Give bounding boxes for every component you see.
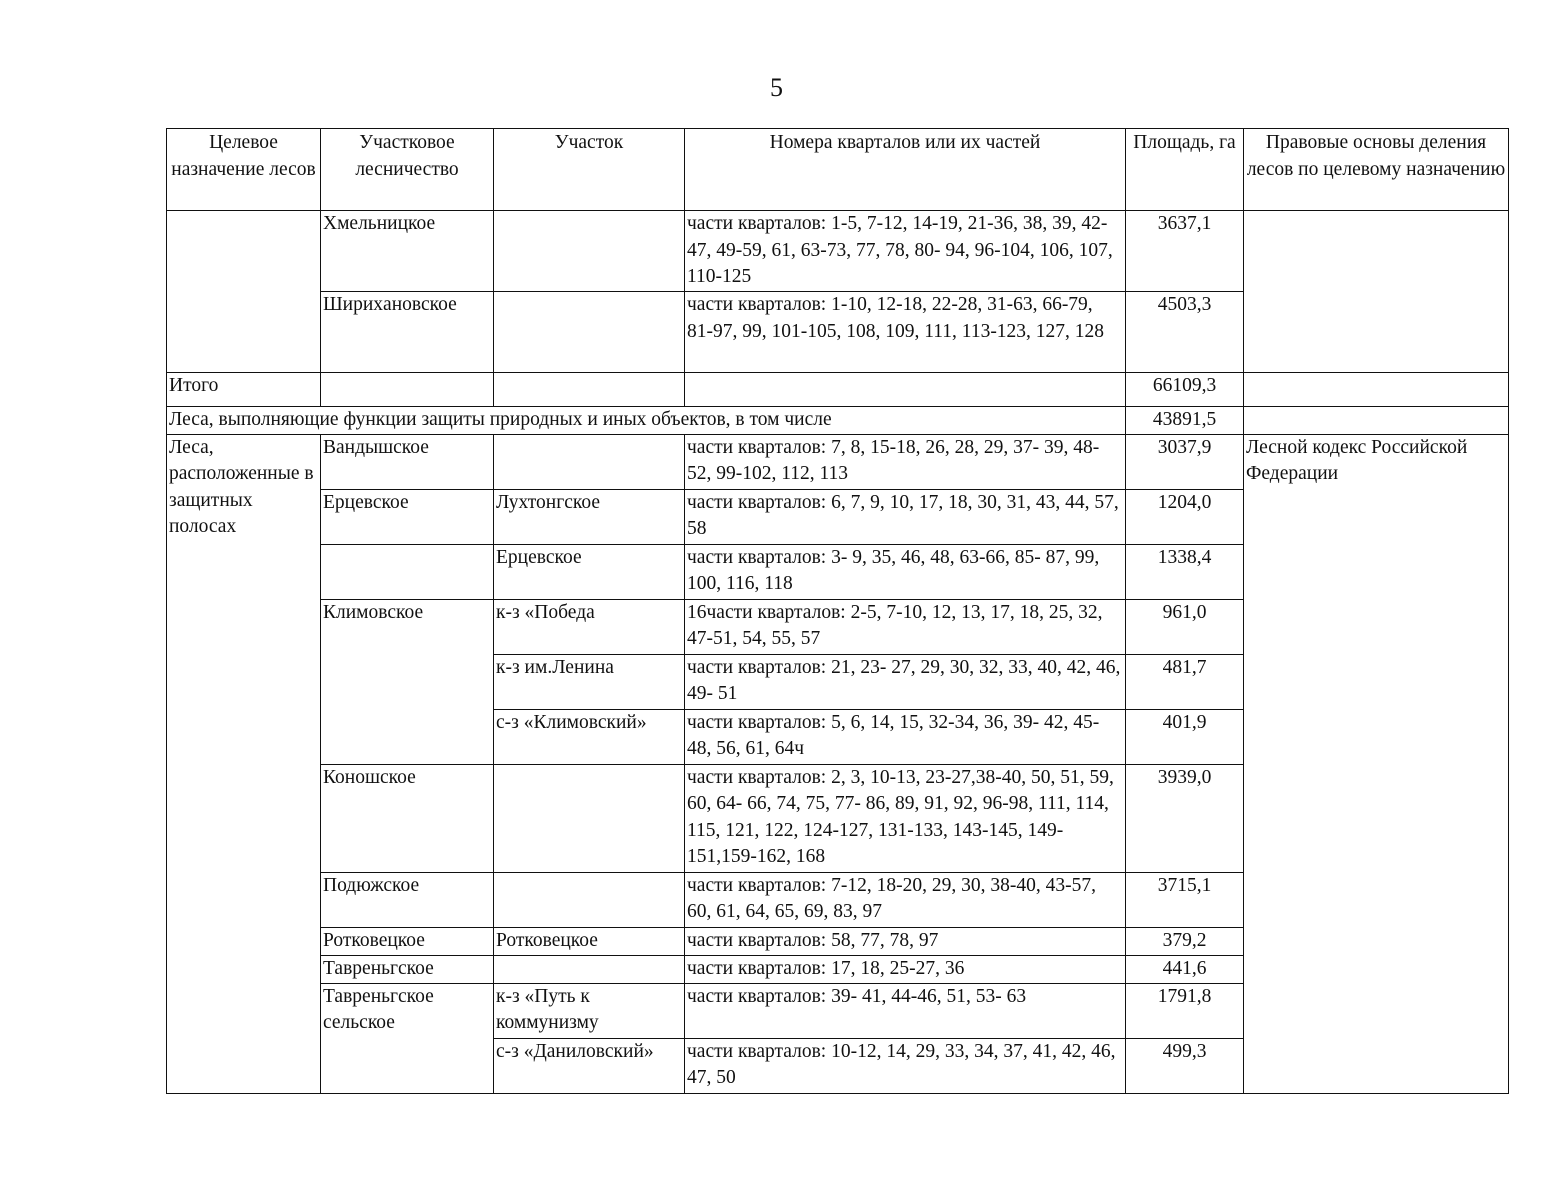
area-cell: 3037,9 — [1126, 434, 1244, 489]
quarters-cell: части кварталов: 7-12, 18-20, 29, 30, 38-40, 43-57, 60, 61, 64, 65, 69, 83, 97 — [685, 872, 1126, 927]
area-cell: 401,9 — [1126, 709, 1244, 764]
header-purpose: Целевое назначение лесов — [167, 129, 321, 211]
area-cell: 481,7 — [1126, 654, 1244, 709]
area-cell: 3715,1 — [1126, 872, 1244, 927]
forestry-cell: Климовское — [321, 599, 494, 764]
area-cell: 3637,1 — [1126, 211, 1244, 292]
forestry-cell: Хмельницкое — [321, 211, 494, 292]
table-header-row — [167, 129, 1509, 211]
plot-cell: Ротковецкое — [494, 927, 685, 955]
plot-cell — [494, 292, 685, 373]
area-cell: 4503,3 — [1126, 292, 1244, 373]
plot-cell: к-з им.Ленина — [494, 654, 685, 709]
plot-cell: к-з «Путь к коммунизму — [494, 983, 685, 1038]
plot-cell — [494, 955, 685, 983]
quarters-cell: части кварталов: 17, 18, 25-27, 36 — [685, 955, 1126, 983]
plot-cell: Лухтонгское — [494, 489, 685, 544]
header-forestry: Участковое лесничество — [321, 129, 494, 211]
table-row — [167, 434, 1509, 489]
purpose-cell: Леса, расположенные в защитных полосах — [167, 434, 321, 1093]
page-number: 5 — [770, 73, 783, 102]
total-label: Итого — [167, 373, 321, 407]
forestry-cell: Тавреньгское — [321, 955, 494, 983]
section-area: 43891,5 — [1126, 407, 1244, 435]
header-quarters: Номера кварталов или их частей — [685, 129, 1126, 211]
area-cell: 1204,0 — [1126, 489, 1244, 544]
area-cell: 441,6 — [1126, 955, 1244, 983]
area-cell: 3939,0 — [1126, 764, 1244, 872]
header-area: Площадь, га — [1126, 129, 1244, 211]
header-legal-basis: Правовые основы деления лесов по целевому назначению — [1244, 129, 1509, 211]
forestry-cell: Шириxановское — [321, 292, 494, 373]
legal-basis-cell: Лесной кодекс Российской Федерации — [1244, 434, 1509, 1093]
area-cell: 499,3 — [1126, 1038, 1244, 1093]
forestry-cell: Ерцевское — [321, 489, 494, 544]
quarters-cell: части кварталов: 1-5, 7-12, 14-19, 21-36, 38, 39, 42-47, 49-59, 61, 63-73, 77, 78, 80- 94, 96-104, 106, 107, 110-125 — [685, 211, 1126, 292]
plot-cell — [494, 211, 685, 292]
forest-purpose-table — [166, 128, 1509, 1094]
plot-cell: Ерцевское — [494, 544, 685, 599]
plot-cell — [494, 764, 685, 872]
area-cell: 961,0 — [1126, 599, 1244, 654]
quarters-cell: части кварталов: 39- 41, 44-46, 51, 53- 63 — [685, 983, 1126, 1038]
forestry-cell: Подюжское — [321, 872, 494, 927]
area-cell: 379,2 — [1126, 927, 1244, 955]
quarters-cell: части кварталов: 10-12, 14, 29, 33, 34, 37, 41, 42, 46, 47, 50 — [685, 1038, 1126, 1093]
forestry-cell: Ротковецкое — [321, 927, 494, 955]
plot-cell: с-з «Климовский» — [494, 709, 685, 764]
table-row — [167, 211, 1509, 292]
plot-cell: с-з «Даниловский» — [494, 1038, 685, 1093]
forestry-cell — [321, 544, 494, 599]
quarters-cell: части кварталов: 58, 77, 78, 97 — [685, 927, 1126, 955]
quarters-cell: части кварталов: 7, 8, 15-18, 26, 28, 29, 37- 39, 48-52, 99-102, 112, 113 — [685, 434, 1126, 489]
quarters-cell: части кварталов: 6, 7, 9, 10, 17, 18, 30, 31, 43, 44, 57, 58 — [685, 489, 1126, 544]
forestry-cell: Коношское — [321, 764, 494, 872]
header-plot: Участок — [494, 129, 685, 211]
plot-cell: к-з «Победа — [494, 599, 685, 654]
quarters-cell: части кварталов: 2, 3, 10-13, 23-27,38-40, 50, 51, 59, 60, 64- 66, 74, 75, 77- 86, 89, 91, 92, 96-98, 111, 114, 115, 121, 122, 124-127, 131-133, 143-145, 149-151,159-162, 168 — [685, 764, 1126, 872]
total-area: 66109,3 — [1126, 373, 1244, 407]
area-cell: 1791,8 — [1126, 983, 1244, 1038]
section-row — [167, 407, 1509, 435]
area-cell: 1338,4 — [1126, 544, 1244, 599]
quarters-cell: 16части кварталов: 2-5, 7-10, 12, 13, 17, 18, 25, 32, 47-51, 54, 55, 57 — [685, 599, 1126, 654]
plot-cell — [494, 434, 685, 489]
quarters-cell: части кварталов: 1-10, 12-18, 22-28, 31-63, 66-79, 81-97, 99, 101-105, 108, 109, 111, 113-123, 127, 128 — [685, 292, 1126, 373]
legal-basis-cell-empty — [1244, 211, 1509, 373]
quarters-cell: части кварталов: 3- 9, 35, 46, 48, 63-66, 85- 87, 99, 100, 116, 118 — [685, 544, 1126, 599]
purpose-cell-empty — [167, 211, 321, 373]
total-row — [167, 373, 1509, 407]
quarters-cell: части кварталов: 21, 23- 27, 29, 30, 32, 33, 40, 42, 46, 49- 51 — [685, 654, 1126, 709]
quarters-cell: части кварталов: 5, 6, 14, 15, 32-34, 36, 39- 42, 45-48, 56, 61, 64ч — [685, 709, 1126, 764]
forestry-cell: Вандышское — [321, 434, 494, 489]
forestry-cell: Тавреньгское сельское — [321, 983, 494, 1093]
plot-cell — [494, 872, 685, 927]
section-label: Леса, выполняющие функции защиты природных и иных объектов, в том числе — [167, 407, 1126, 435]
